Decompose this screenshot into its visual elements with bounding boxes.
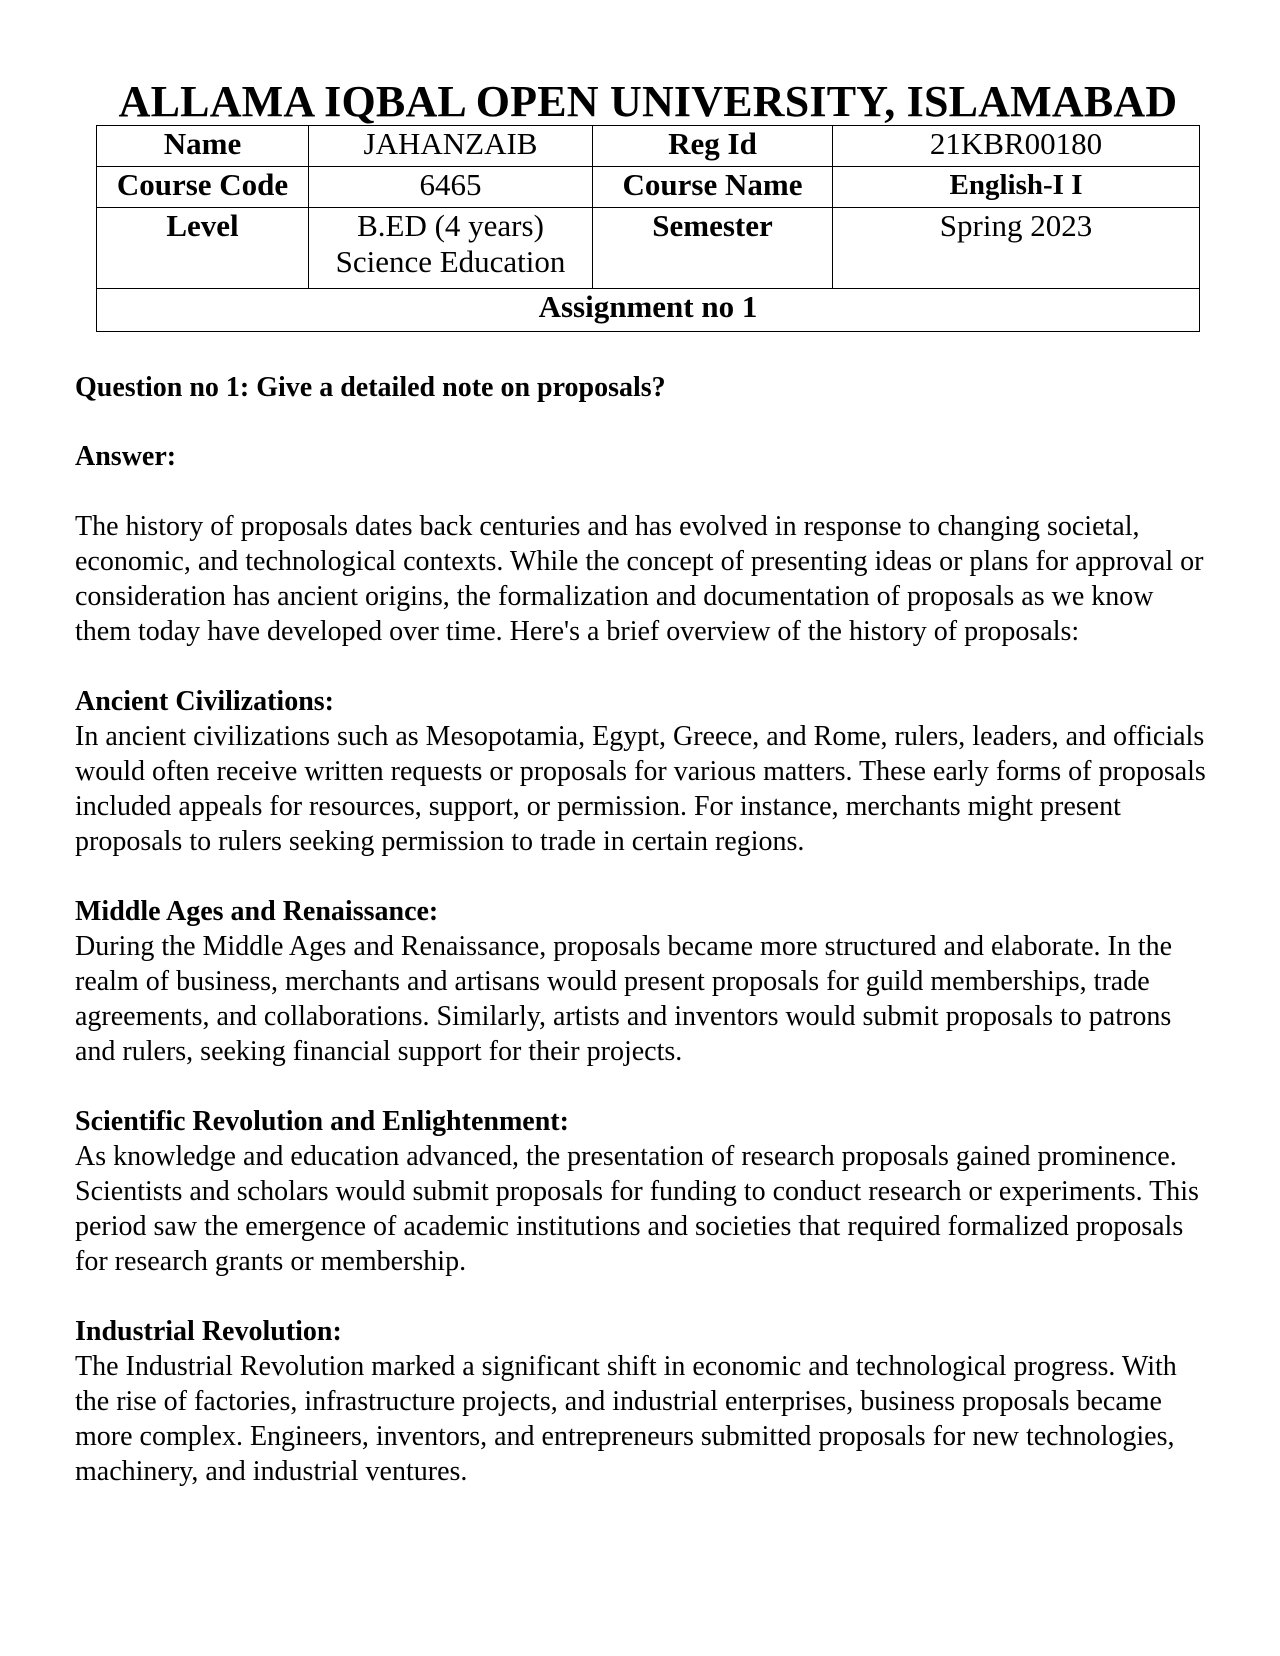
info-row-course	[97, 167, 1200, 208]
section-paragraph: The Industrial Revolution marked a significant shift in economic and technological progress. With the rise of factories, infrastructure projects, and industrial enterprises, business proposals became more complex. Engineers, inventors, and entrepreneurs submitted proposals for new technologies, machinery, and industrial ventures.	[75, 1351, 1177, 1487]
university-title: ALLAMA IQBAL OPEN UNIVERSITY, ISLAMABAD	[118, 77, 1178, 126]
section-heading: Industrial Revolution:	[75, 1316, 342, 1347]
question-heading: Question no 1: Give a detailed note on proposals?	[75, 372, 666, 403]
section-heading: Scientific Revolution and Enlightenment:	[75, 1106, 569, 1137]
student-info-table	[96, 125, 1200, 332]
section-heading: Ancient Civilizations:	[75, 686, 334, 717]
reg-id-label: Reg Id	[593, 126, 833, 167]
answer-label: Answer:	[75, 441, 177, 472]
info-row-name	[97, 126, 1200, 167]
section-paragraph: In ancient civilizations such as Mesopotamia, Egypt, Greece, and Rome, rulers, leaders, and officials would often receive written requests or proposals for various matters. These early forms of proposals included appeals for resources, support, or permission. For instance, merchants might present proposals to rulers seeking permission to trade in certain regions.	[75, 721, 1206, 857]
section-paragraph: As knowledge and education advanced, the presentation of research proposals gained prominence. Scientists and scholars would submit proposals for funding to conduct research or experiments. This period saw the emergence of academic institutions and societies that required formalized proposals for research grants or membership.	[75, 1141, 1199, 1277]
level-label: Level	[97, 208, 309, 289]
info-row-level	[97, 208, 1200, 289]
document-body	[75, 370, 1215, 1524]
name-label: Name	[97, 126, 309, 167]
level-value-line1: B.ED (4 years)	[357, 208, 544, 243]
assignment-title: Assignment no 1	[97, 289, 1200, 332]
course-code-value: 6465	[309, 167, 593, 208]
section-paragraph: During the Middle Ages and Renaissance, proposals became more structured and elaborate. In the realm of business, merchants and artisans would present proposals for guild memberships, trade agreements, and collaborations. Similarly, artists and inventors would submit proposals to patrons and rulers, seeking financial support for their projects.	[75, 931, 1173, 1067]
reg-id-value: 21KBR00180	[833, 126, 1200, 167]
semester-label: Semester	[593, 208, 833, 289]
level-value-line2: Science Education	[335, 244, 566, 279]
course-name-value: English-I I	[833, 167, 1200, 208]
intro-paragraph: The history of proposals dates back centuries and has evolved in response to changing societal, economic, and technological contexts. While the concept of presenting ideas or plans for approval or consideration has ancient origins, the formalization and documentation of proposals as we know them today have developed over time. Here's a brief overview of the history of proposals:	[75, 511, 1204, 647]
section-heading: Middle Ages and Renaissance:	[75, 896, 439, 927]
info-row-assignment	[97, 289, 1200, 332]
name-value: JAHANZAIB	[309, 126, 593, 167]
course-name-label: Course Name	[593, 167, 833, 208]
level-value	[309, 208, 593, 289]
course-code-label: Course Code	[97, 167, 309, 208]
semester-value: Spring 2023	[833, 208, 1200, 289]
